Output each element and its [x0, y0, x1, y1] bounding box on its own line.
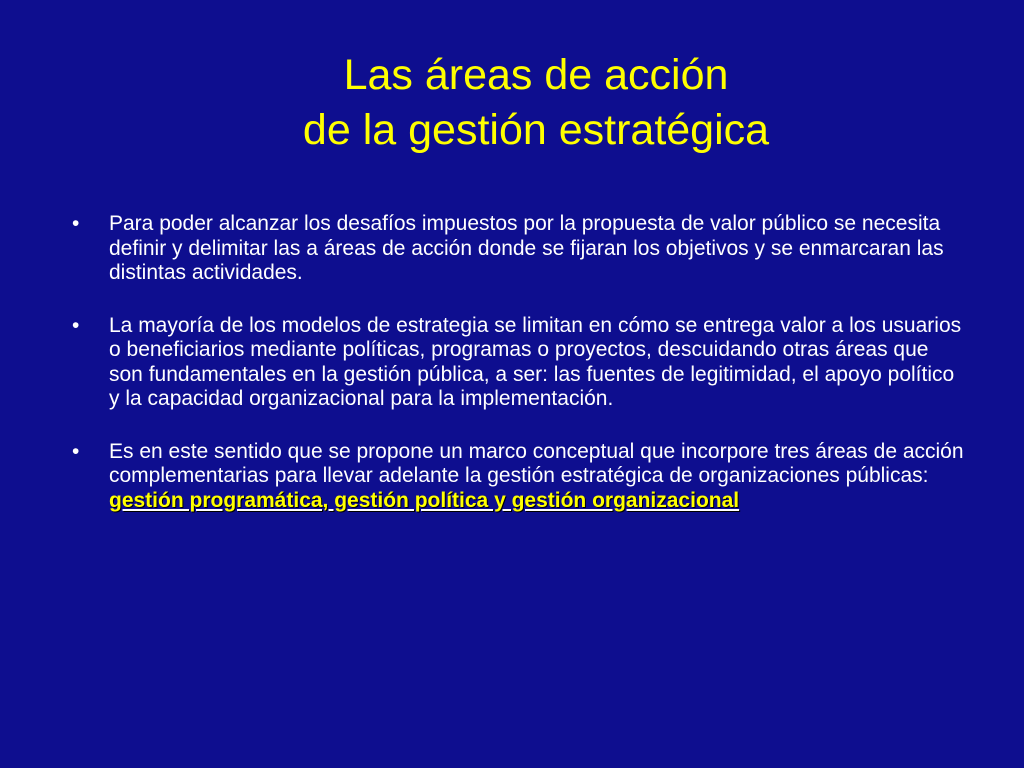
bullet-marker: •	[72, 439, 80, 463]
bullet-item-2	[72, 314, 967, 412]
slide-title	[0, 48, 1024, 158]
bullet-item-1	[72, 212, 967, 286]
slide-title-line-2: de la gestión estratégica	[302, 106, 770, 154]
bullet-list	[72, 212, 967, 541]
bullet-marker: •	[72, 313, 80, 337]
bullet-item-3	[72, 440, 967, 514]
bullet-text: Para poder alcanzar los desafíos impuestos por la propuesta de valor público se necesita definir y delimitar las a áreas de acción donde se fijaran los objetivos y se enmarcaran las distintas actividades.	[109, 212, 944, 284]
bullet-text: Es en este sentido que se propone un marco conceptual que incorpore tres áreas de acción complementarias para llevar adelante la gestión estratégica de organizaciones públicas:	[109, 439, 964, 487]
slide-title-line-1: Las áreas de acción	[343, 51, 729, 99]
bullet-marker: •	[72, 212, 80, 235]
bullet-emphasis: gestión programática, gestión política y gestión organizacional	[109, 488, 740, 512]
bullet-text: La mayoría de los modelos de estrategia se limitan en cómo se entrega valor a los usuarios o beneficiarios mediante políticas, programas o proyectos, descuidando otras áreas que son fundamentales en la gestión pública, a ser: las fuentes de legitimidad, el apoyo político y la capacidad organizacional para la implementación.	[109, 313, 962, 410]
